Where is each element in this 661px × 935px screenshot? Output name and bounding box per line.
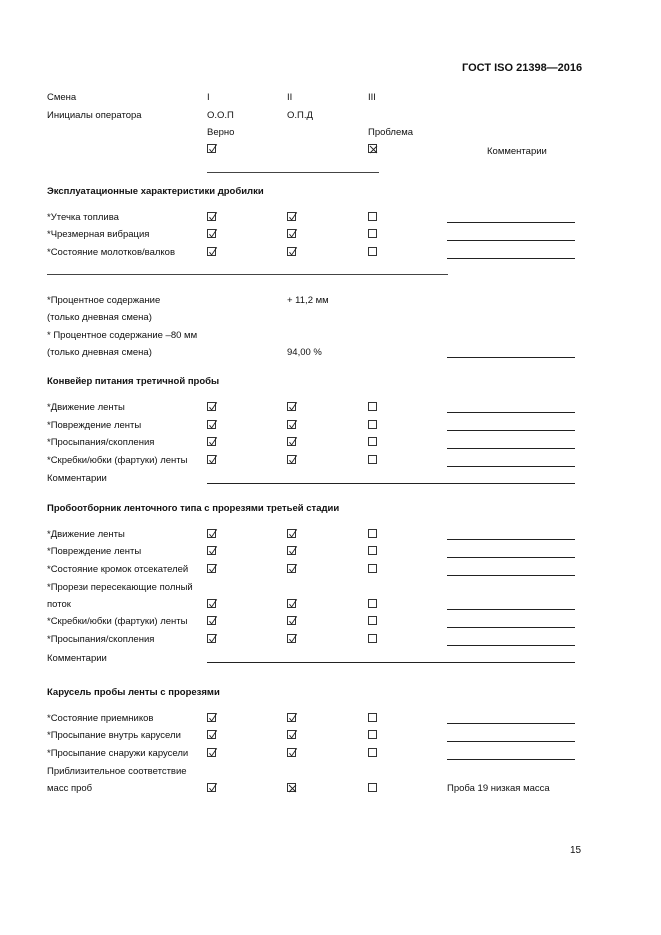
check-icon	[208, 749, 217, 758]
crusher-section-divider	[47, 274, 448, 275]
sampler-6-shift2-checkbox[interactable]	[287, 634, 296, 643]
conveyor-1-problem-checkbox[interactable]	[368, 402, 377, 411]
column-ok-label: Верно	[207, 127, 235, 138]
crusher-1-comment-line[interactable]	[447, 222, 575, 223]
percent-item-1-value: + 11,2 мм	[287, 295, 329, 306]
check-icon	[288, 230, 297, 239]
check-icon	[208, 456, 217, 465]
check-icon	[288, 600, 297, 609]
carousel-3-comment-line[interactable]	[447, 759, 575, 760]
crusher-1-shift2-checkbox[interactable]	[287, 212, 296, 221]
sampler-2-problem-checkbox[interactable]	[368, 546, 377, 555]
column-problem-label: Проблема	[368, 127, 414, 138]
check-icon	[288, 617, 297, 626]
shift-2: II	[287, 92, 293, 103]
document-standard-header: ГОСТ ISO 21398—2016	[462, 62, 583, 74]
conveyor-item-4: *Скребки/юбки (фартуки) ленты	[47, 455, 188, 466]
sampler-item-1: *Движение ленты	[47, 529, 125, 540]
check-icon	[208, 547, 217, 556]
carousel-4-comment: Проба 19 низкая масса	[447, 783, 550, 794]
carousel-item-1: *Состояние приемников	[47, 713, 154, 724]
section-title-carousel: Карусель пробы ленты с прорезями	[47, 687, 220, 698]
carousel-2-comment-line[interactable]	[447, 741, 575, 742]
crusher-1-ok-checkbox[interactable]	[207, 212, 216, 221]
sampler-2-shift2-checkbox[interactable]	[287, 546, 296, 555]
carousel-1-comment-line[interactable]	[447, 723, 575, 724]
sampler-item-4-line1: *Прорези пересекающие полный	[47, 582, 193, 593]
operator-initials-1: О.О.П	[207, 110, 234, 121]
check-icon	[288, 456, 297, 465]
section-title-crusher: Эксплуатационные характеристики дробилки	[47, 186, 264, 197]
carousel-3-ok-checkbox[interactable]	[207, 748, 216, 757]
carousel-2-shift2-checkbox[interactable]	[287, 730, 296, 739]
crusher-item-2: *Чрезмерная вибрация	[47, 229, 150, 240]
sampler-4-problem-checkbox[interactable]	[368, 599, 377, 608]
sampler-6-problem-checkbox[interactable]	[368, 634, 377, 643]
crusher-3-shift2-checkbox[interactable]	[287, 247, 296, 256]
check-icon	[208, 230, 217, 239]
legend-check-checkbox[interactable]	[207, 144, 216, 153]
sampler-1-comment-line[interactable]	[447, 539, 575, 540]
check-icon	[288, 530, 297, 539]
conveyor-3-problem-checkbox[interactable]	[368, 437, 377, 446]
carousel-2-problem-checkbox[interactable]	[368, 730, 377, 739]
check-icon	[208, 530, 217, 539]
sampler-1-problem-checkbox[interactable]	[368, 529, 377, 538]
sampler-5-shift2-checkbox[interactable]	[287, 616, 296, 625]
section-title-conveyor: Конвейер питания третичной пробы	[47, 376, 220, 387]
check-icon	[208, 248, 217, 257]
sampler-comments-label: Комментарии	[47, 653, 107, 664]
sampler-4-ok-checkbox[interactable]	[207, 599, 216, 608]
crusher-3-ok-checkbox[interactable]	[207, 247, 216, 256]
conveyor-3-shift2-checkbox[interactable]	[287, 437, 296, 446]
carousel-item-3: *Просыпание снаружи карусели	[47, 748, 189, 759]
check-icon	[208, 438, 217, 447]
conveyor-4-shift2-checkbox[interactable]	[287, 455, 296, 464]
percent-item-2-line1: * Процентное содержание –80 мм	[47, 330, 198, 341]
crusher-2-ok-checkbox[interactable]	[207, 229, 216, 238]
conveyor-2-problem-checkbox[interactable]	[368, 420, 377, 429]
sampler-3-problem-checkbox[interactable]	[368, 564, 377, 573]
page-number: 15	[570, 845, 582, 856]
crusher-item-1: *Утечка топлива	[47, 212, 119, 223]
check-icon	[288, 635, 297, 644]
conveyor-2-shift2-checkbox[interactable]	[287, 420, 296, 429]
cross-icon	[288, 784, 297, 793]
sampler-item-2: *Повреждение ленты	[47, 546, 142, 557]
sampler-3-comment-line[interactable]	[447, 575, 575, 576]
check-icon	[208, 600, 217, 609]
carousel-item-4-line1: Приблизительное соответствие	[47, 766, 187, 777]
sampler-5-ok-checkbox[interactable]	[207, 616, 216, 625]
shift-1: I	[207, 92, 210, 103]
carousel-4-shift2-checkbox[interactable]	[287, 783, 296, 792]
conveyor-1-ok-checkbox[interactable]	[207, 402, 216, 411]
carousel-3-shift2-checkbox[interactable]	[287, 748, 296, 757]
check-icon	[208, 714, 217, 723]
check-icon	[208, 731, 217, 740]
sampler-item-5: *Скребки/юбки (фартуки) ленты	[47, 616, 188, 627]
crusher-2-shift2-checkbox[interactable]	[287, 229, 296, 238]
sampler-6-ok-checkbox[interactable]	[207, 634, 216, 643]
sampler-5-problem-checkbox[interactable]	[368, 616, 377, 625]
sampler-2-ok-checkbox[interactable]	[207, 546, 216, 555]
check-icon	[208, 565, 217, 574]
carousel-1-shift2-checkbox[interactable]	[287, 713, 296, 722]
check-icon	[288, 248, 297, 257]
sampler-3-shift2-checkbox[interactable]	[287, 564, 296, 573]
crusher-3-problem-checkbox[interactable]	[368, 247, 377, 256]
percent-item-2-comment-line[interactable]	[447, 357, 575, 358]
carousel-item-2: *Просыпание внутрь карусели	[47, 730, 181, 741]
sampler-comments-line[interactable]	[207, 662, 575, 663]
carousel-1-ok-checkbox[interactable]	[207, 713, 216, 722]
legend-underline	[207, 172, 379, 173]
conveyor-comments-label: Комментарии	[47, 473, 107, 484]
shift-label: Смена	[47, 92, 77, 103]
percent-item-1-line1: *Процентное содержание	[47, 295, 161, 306]
conveyor-item-3: *Просыпания/скопления	[47, 437, 155, 448]
check-icon	[208, 617, 217, 626]
crusher-1-problem-checkbox[interactable]	[368, 212, 377, 221]
carousel-2-ok-checkbox[interactable]	[207, 730, 216, 739]
conveyor-4-comment-line[interactable]	[447, 466, 575, 467]
check-icon	[208, 145, 217, 154]
check-icon	[208, 635, 217, 644]
operator-initials-label: Инициалы оператора	[47, 110, 142, 121]
carousel-3-problem-checkbox[interactable]	[368, 748, 377, 757]
shift-3: III	[368, 92, 376, 103]
conveyor-item-2: *Повреждение ленты	[47, 420, 142, 431]
conveyor-item-1: *Движение ленты	[47, 402, 125, 413]
sampler-1-ok-checkbox[interactable]	[207, 529, 216, 538]
check-icon	[288, 421, 297, 430]
check-icon	[208, 213, 217, 222]
conveyor-1-comment-line[interactable]	[447, 412, 575, 413]
check-icon	[288, 565, 297, 574]
conveyor-3-ok-checkbox[interactable]	[207, 437, 216, 446]
carousel-4-ok-checkbox[interactable]	[207, 783, 216, 792]
legend-cross-checkbox[interactable]	[368, 144, 377, 153]
column-comments-label: Комментарии	[487, 146, 547, 157]
conveyor-4-ok-checkbox[interactable]	[207, 455, 216, 464]
crusher-item-3: *Состояние молотков/валков	[47, 247, 176, 258]
check-icon	[288, 731, 297, 740]
check-icon	[208, 421, 217, 430]
check-icon	[288, 403, 297, 412]
sampler-item-3: *Состояние кромок отсекателей	[47, 564, 189, 575]
conveyor-4-problem-checkbox[interactable]	[368, 455, 377, 464]
check-icon	[208, 784, 217, 793]
conveyor-2-comment-line[interactable]	[447, 430, 575, 431]
sampler-3-ok-checkbox[interactable]	[207, 564, 216, 573]
sampler-2-comment-line[interactable]	[447, 557, 575, 558]
conveyor-1-shift2-checkbox[interactable]	[287, 402, 296, 411]
conveyor-3-comment-line[interactable]	[447, 448, 575, 449]
check-icon	[288, 749, 297, 758]
crusher-3-comment-line[interactable]	[447, 258, 575, 259]
crusher-2-comment-line[interactable]	[447, 240, 575, 241]
operator-initials-2: О.П.Д	[287, 110, 313, 121]
check-icon	[288, 547, 297, 556]
percent-item-2-line2: (только дневная смена)	[47, 347, 152, 358]
carousel-item-4-line2: масс проб	[47, 783, 93, 794]
sampler-5-comment-line[interactable]	[447, 627, 575, 628]
sampler-6-comment-line[interactable]	[447, 645, 575, 646]
percent-item-2-value: 94,00 %	[287, 347, 322, 358]
crusher-2-problem-checkbox[interactable]	[368, 229, 377, 238]
conveyor-comments-line[interactable]	[207, 483, 575, 484]
carousel-1-problem-checkbox[interactable]	[368, 713, 377, 722]
cross-icon	[369, 145, 378, 154]
sampler-4-shift2-checkbox[interactable]	[287, 599, 296, 608]
check-icon	[288, 213, 297, 222]
sampler-item-4-line2: поток	[47, 599, 71, 610]
section-title-sampler: Пробоотборник ленточного типа с прорезями третьей стадии	[47, 503, 340, 514]
carousel-4-problem-checkbox[interactable]	[368, 783, 377, 792]
check-icon	[208, 403, 217, 412]
sampler-4-comment-line[interactable]	[447, 609, 575, 610]
sampler-1-shift2-checkbox[interactable]	[287, 529, 296, 538]
sampler-item-6: *Просыпания/скопления	[47, 634, 155, 645]
percent-item-1-line2: (только дневная смена)	[47, 312, 152, 323]
check-icon	[288, 714, 297, 723]
conveyor-2-ok-checkbox[interactable]	[207, 420, 216, 429]
check-icon	[288, 438, 297, 447]
